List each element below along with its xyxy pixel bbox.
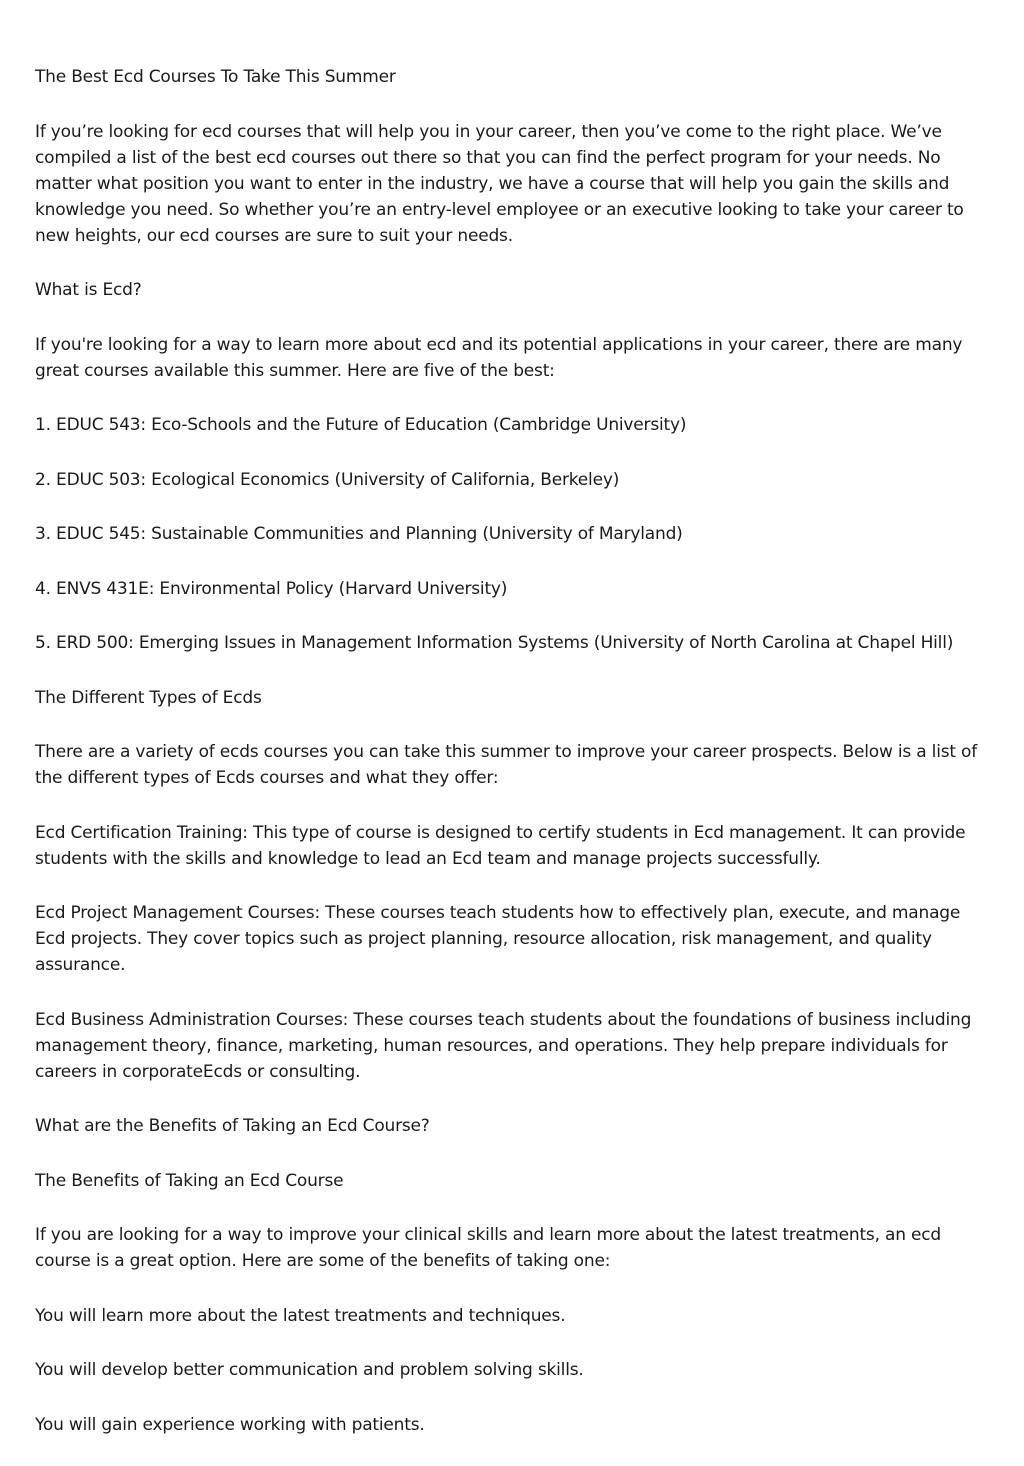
benefit-item: You will gain experience working with patients.: [35, 1414, 425, 1435]
course-list-item: 2. EDUC 503: Ecological Economics (University of California, Berkeley): [35, 469, 620, 490]
intro-paragraph: If you’re looking for ecd courses that will help you in your career, then you’ve come to the right place. We’ve compiled a list of the best ecd courses out there so that you can find the perfect program for your needs. No matter what position you want to enter in the industry, we have a course that will help you gain the skills and knowledge you need. So whether you’re an entry-level employee or an executive looking to take your career to new heights, our ecd courses are sure to suit your needs.: [35, 121, 964, 246]
benefits-question-heading: What are the Benefits of Taking an Ecd Course?: [35, 1116, 430, 1136]
course-list-item: 4. ENVS 431E: Environmental Policy (Harvard University): [35, 578, 508, 599]
course-list-item: 1. EDUC 543: Eco-Schools and the Future of Education (Cambridge University): [35, 415, 687, 435]
benefits-heading: The Benefits of Taking an Ecd Course: [35, 1170, 344, 1191]
course-list-item: 5. ERD 500: Emerging Issues in Management Information Systems (University of North Carolina at Chapel Hill): [35, 633, 954, 653]
benefit-item: You will develop better communication and problem solving skills.: [35, 1360, 584, 1380]
type-business-admin-paragraph: Ecd Business Administration Courses: These courses teach students about the foundations of business including management theory, finance, marketing, human resources, and operations. They help prepare individuals for careers in corporateEcds or consulting.: [35, 1009, 972, 1082]
types-paragraph: There are a variety of ecds courses you can take this summer to improve your career prospects. Below is a list of the different types of Ecds courses and what they offer:: [35, 742, 978, 788]
type-project-management-paragraph: Ecd Project Management Courses: These courses teach students how to effectively plan, execute, and manage Ecd projects. They cover topics such as project planning, resource allocation, risk management, and quality assurance.: [35, 903, 961, 975]
benefits-paragraph: If you are looking for a way to improve your clinical skills and learn more about the latest treatments, an ecd course is a great option. Here are some of the benefits of taking one:: [35, 1225, 941, 1271]
what-is-ecd-heading: What is Ecd?: [35, 280, 142, 300]
benefit-item: You will learn more about the latest treatments and techniques.: [35, 1305, 566, 1326]
course-list-item: 3. EDUC 545: Sustainable Communities and Planning (University of Maryland): [35, 524, 683, 544]
document-body: [35, 64, 995, 1466]
types-heading: The Different Types of Ecds: [35, 687, 262, 708]
type-certification-paragraph: Ecd Certification Training: This type of course is designed to certify students in Ecd management. It can provide students with the skills and knowledge to lead an Ecd team and manage projects successfully.: [35, 822, 966, 869]
document-title: The Best Ecd Courses To Take This Summer: [35, 67, 396, 87]
what-is-ecd-paragraph: If you're looking for a way to learn more about ecd and its potential applications in your career, there are many great courses available this summer. Here are five of the best:: [35, 334, 963, 381]
